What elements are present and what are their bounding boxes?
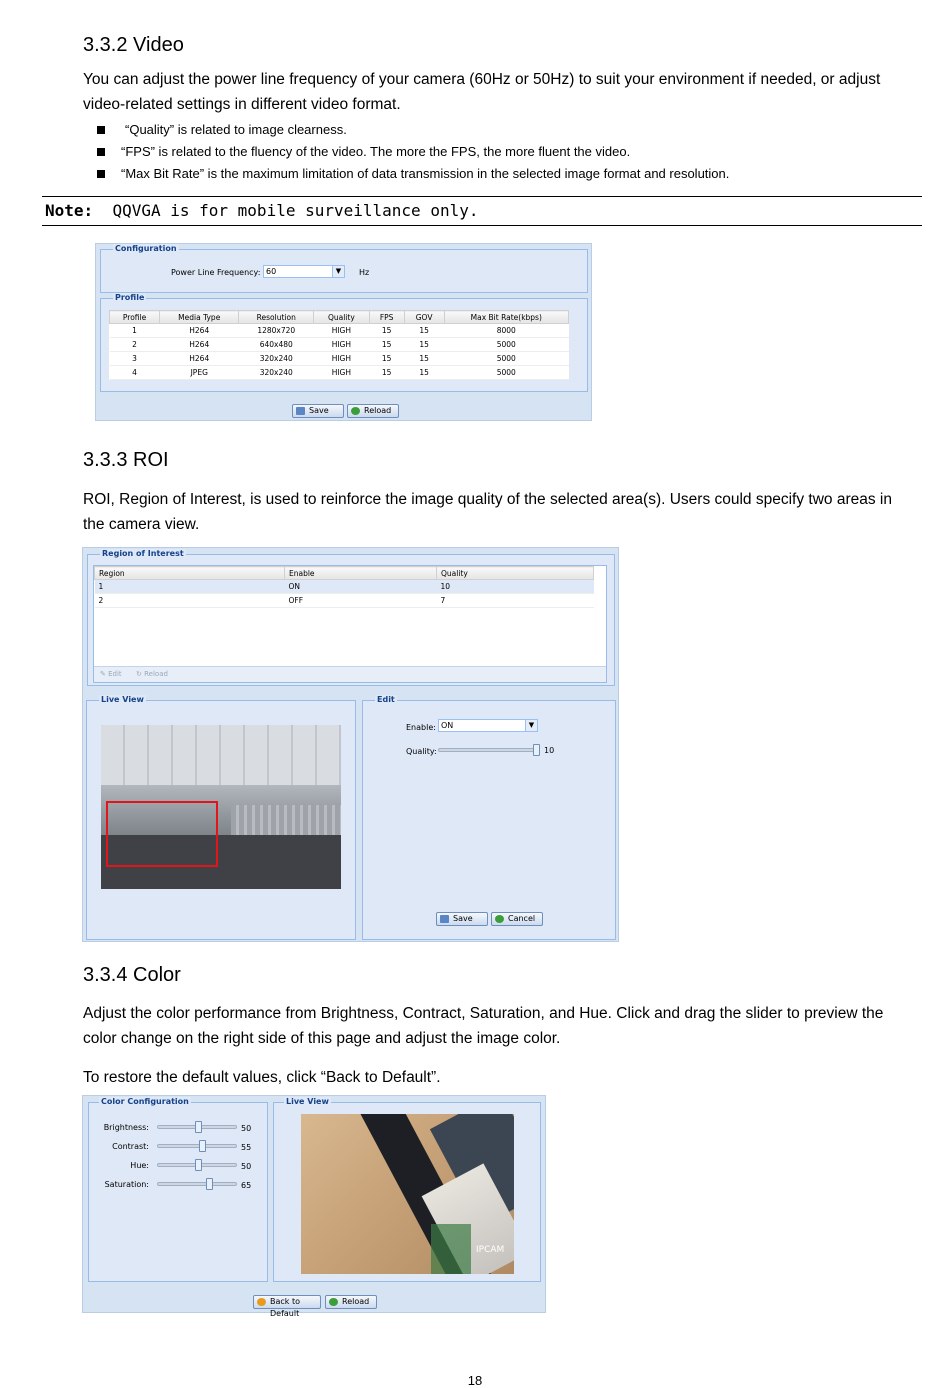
table-header-row: [95, 567, 594, 580]
table-row[interactable]: 3 H264 320x240 HIGH 15 15 5000: [110, 352, 569, 366]
quality-slider[interactable]: [438, 748, 538, 752]
section-heading-color: 3.3.4 Color: [83, 964, 181, 986]
roi-fieldset: [87, 549, 615, 686]
ipcam-watermark: IPCAM: [476, 1245, 505, 1255]
roi-grid: [93, 565, 607, 683]
chevron-down-icon[interactable]: ▼: [525, 720, 537, 731]
slider-thumb[interactable]: [199, 1140, 206, 1152]
chevron-down-icon[interactable]: ▼: [332, 266, 344, 277]
table-row[interactable]: 4 JPEG 320x240 HIGH 15 15 5000: [110, 366, 569, 380]
live-view-fieldset: [86, 695, 356, 940]
refresh-icon: ↻: [136, 670, 142, 678]
green-object: [431, 1224, 471, 1274]
square-bullet-icon: [97, 170, 105, 178]
live-view-image: [101, 725, 341, 889]
square-bullet-icon: [97, 148, 105, 156]
cancel-button[interactable]: Cancel: [491, 912, 543, 926]
save-button[interactable]: Save: [436, 912, 488, 926]
slider-label: Hue:: [130, 1161, 149, 1170]
configuration-fieldset: [100, 244, 588, 293]
slider-value: 55: [241, 1143, 252, 1152]
edit-fieldset: [362, 695, 616, 940]
section-heading-roi: 3.3.3 ROI: [83, 449, 169, 471]
color-intro: Adjust the color performance from Brightness, Contract, Saturation, and Hue. Click and drag the slider to preview the color change on the right side of this page and adjust the image color.: [83, 1005, 884, 1047]
power-line-label: Power Line Frequency:: [171, 268, 261, 277]
slider-label: Brightness:: [103, 1123, 149, 1132]
video-bullet-list: [83, 119, 729, 185]
page-number: 18: [467, 1373, 483, 1388]
back-arrow-icon: [257, 1298, 266, 1306]
column-header[interactable]: Max Bit Rate(kbps): [444, 311, 568, 324]
video-settings-screenshot: [95, 243, 592, 421]
color-slider[interactable]: [157, 1125, 237, 1129]
profile-table: [109, 310, 569, 380]
column-header[interactable]: Region: [95, 567, 285, 580]
square-bullet-icon: [97, 126, 105, 134]
color-slider[interactable]: [157, 1163, 237, 1167]
bullet-item: “FPS” is related to the fluency of the video. The more the FPS, the more fluent the video.: [83, 141, 729, 163]
slider-thumb[interactable]: [533, 744, 540, 756]
roi-settings-screenshot: [82, 547, 619, 942]
pencil-icon: ✎: [100, 670, 106, 678]
roi-region-box[interactable]: [106, 801, 218, 867]
color-restore-text: To restore the default values, click “Back to Default”.: [83, 1069, 441, 1086]
refresh-icon: [351, 407, 360, 415]
slider-thumb[interactable]: [195, 1159, 202, 1171]
live-view-legend: Live View: [286, 1097, 329, 1106]
quality-label: Quality:: [406, 747, 437, 756]
color-config-legend: Color Configuration: [101, 1097, 189, 1106]
floppy-disk-icon: [440, 915, 449, 923]
power-line-unit: Hz: [359, 268, 370, 277]
table-header-row: [110, 311, 569, 324]
quality-value: 10: [544, 746, 555, 755]
color-config-fieldset: [88, 1097, 268, 1282]
power-line-select[interactable]: 60 ▼: [263, 265, 345, 278]
slider-value: 50: [241, 1124, 252, 1133]
table-row[interactable]: 1 H264 1280x720 HIGH 15 15 8000: [110, 324, 569, 338]
column-header[interactable]: Quality: [314, 311, 370, 324]
reload-button[interactable]: Reload: [325, 1295, 377, 1309]
color-slider[interactable]: [157, 1182, 237, 1186]
column-header[interactable]: Resolution: [239, 311, 314, 324]
profile-fieldset: [100, 293, 588, 392]
color-settings-screenshot: [82, 1095, 546, 1318]
save-button[interactable]: Save: [292, 404, 344, 418]
note-label: Note:: [45, 201, 94, 220]
roi-table: [94, 566, 594, 608]
column-header[interactable]: FPS: [369, 311, 404, 324]
slider-value: 50: [241, 1162, 252, 1171]
column-header[interactable]: Profile: [110, 311, 160, 324]
floppy-disk-icon: [296, 407, 305, 415]
slider-value: 65: [241, 1181, 252, 1190]
bullet-item: “Quality” is related to image clearness.: [83, 119, 729, 141]
note-text: QQVGA is for mobile surveillance only.: [112, 201, 479, 220]
table-row-selected[interactable]: 1 ON 10: [95, 580, 594, 594]
configuration-legend: Configuration: [115, 244, 177, 253]
enable-select[interactable]: ON ▼: [438, 719, 538, 732]
table-row[interactable]: 2 H264 640x480 HIGH 15 15 5000: [110, 338, 569, 352]
bullet-item: “Max Bit Rate” is the maximum limitation of data transmission in the selected image format and resolution.: [83, 163, 729, 185]
color-live-view-fieldset: [273, 1097, 541, 1282]
ceiling-tiles: [101, 725, 341, 785]
note-box: [42, 196, 922, 226]
slider-label: Contrast:: [112, 1142, 149, 1151]
column-header[interactable]: Enable: [285, 567, 437, 580]
roi-toolbar: [94, 666, 606, 682]
cancel-icon: [495, 915, 504, 923]
edit-legend: Edit: [377, 695, 395, 704]
column-header[interactable]: Quality: [437, 567, 594, 580]
slider-thumb[interactable]: [195, 1121, 202, 1133]
enable-label: Enable:: [406, 723, 436, 732]
live-view-legend: Live View: [101, 695, 144, 704]
edit-button[interactable]: ✎ Edit: [100, 670, 122, 678]
back-to-default-button[interactable]: Back to Default: [253, 1295, 321, 1309]
refresh-icon: [329, 1298, 338, 1306]
color-slider[interactable]: [157, 1144, 237, 1148]
section-heading-video: 3.3.2 Video: [83, 34, 184, 56]
slider-label: Saturation:: [104, 1180, 149, 1189]
table-row[interactable]: 2 OFF 7: [95, 594, 594, 608]
column-header[interactable]: GOV: [404, 311, 444, 324]
reload-button[interactable]: ↻ Reload: [136, 670, 168, 678]
column-header[interactable]: Media Type: [160, 311, 239, 324]
reload-button[interactable]: Reload: [347, 404, 399, 418]
roi-legend: Region of Interest: [102, 549, 184, 558]
profile-legend: Profile: [115, 293, 145, 302]
video-intro: You can adjust the power line frequency of your camera (60Hz or 50Hz) to suit your environment if needed, or adjust video-related settings in different video format.: [83, 71, 881, 113]
slider-thumb[interactable]: [206, 1178, 213, 1190]
roi-intro: ROI, Region of Interest, is used to reinforce the image quality of the selected area(s). Users could specify two areas in the camera view.: [83, 491, 892, 533]
color-live-view-image: [301, 1114, 514, 1274]
